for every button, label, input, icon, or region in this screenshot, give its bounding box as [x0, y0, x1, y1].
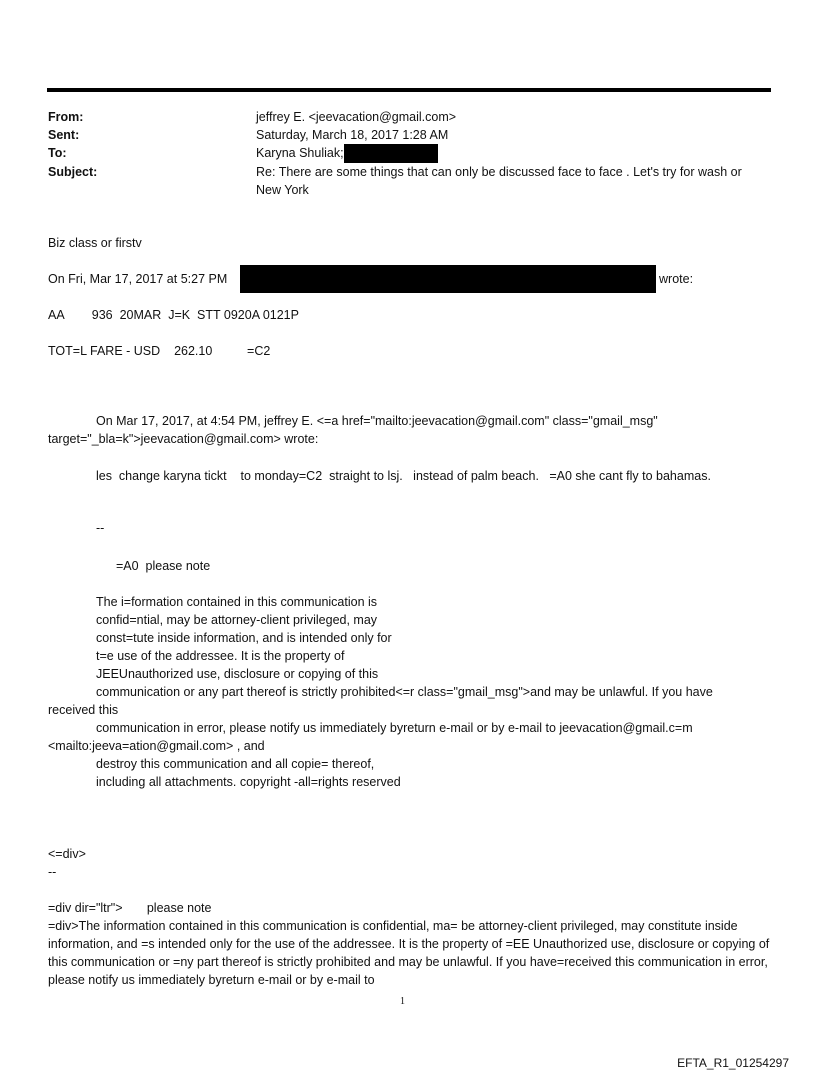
quote-instruction: les change karyna tickt to monday=C2 straight to lsj. instead of palm beach. =A0 she cant fly to bahamas. — [96, 469, 711, 483]
quote-dash: -- — [96, 521, 105, 535]
sent-label: Sent: — [48, 128, 80, 142]
conf-line-6b: received this — [48, 703, 119, 717]
div-ltr-line: =div dir="ltr"> please note — [48, 901, 212, 915]
conf-line-7: communication in error, please notify us immediately byreturn e-mail or by e-mail to jeevacation@gmail.c=m — [96, 721, 693, 735]
conf-line-8: destroy this communication and all copie= thereof, — [96, 757, 375, 771]
to-value: Karyna Shuliak; — [256, 146, 344, 160]
flight-line: AA 936 20MAR J=K STT 0920A 0121P — [48, 308, 299, 322]
header-rule — [47, 88, 771, 92]
conf-line-4: t=e use of the addressee. It is the property of — [96, 649, 345, 663]
conf-line-9: including all attachments. copyright -all=rights reserved — [96, 775, 401, 789]
to-label: To: — [48, 146, 67, 160]
conf-line-7b: <mailto:jeeva=ation@gmail.com> , and — [48, 739, 265, 753]
subject-value: Re: There are some things that can only be discussed face to face . Let's try for wash or New York — [256, 165, 742, 198]
redaction-box — [344, 144, 438, 163]
quote-note: =A0 please note — [116, 559, 211, 573]
conf-line-3: const=tute inside information, and is intended only for — [96, 631, 392, 645]
conf-line-2: confid=ntial, may be attorney-client privileged, may — [96, 613, 378, 627]
body-line-biz: Biz class or firstv — [48, 236, 142, 250]
on-fri-wrote: wrote: — [659, 272, 694, 286]
conf-line-5: JEEUnauthorized use, disclosure or copying of this — [96, 667, 379, 681]
body-line-on-fri — [48, 270, 227, 288]
div-close-line: <=div> — [48, 847, 86, 861]
redaction-box — [240, 265, 656, 293]
from-row — [48, 108, 768, 126]
to-row — [48, 144, 768, 163]
page-number: 1 — [400, 996, 405, 1007]
sent-value: Saturday, March 18, 2017 1:28 AM — [256, 128, 449, 142]
div-dash: -- — [48, 865, 57, 879]
conf-line-1: The i=formation contained in this communication is — [96, 595, 378, 609]
subject-row — [48, 163, 768, 199]
from-value: jeffrey E. <jeevacation@gmail.com> — [256, 110, 457, 124]
fare-line: TOT=L FARE - USD 262.10 =C2 — [48, 344, 271, 358]
from-label: From: — [48, 110, 84, 124]
email-header — [48, 108, 768, 199]
on-fri-text: On Fri, Mar 17, 2017 at 5:27 PM — [48, 272, 228, 286]
conf-line-6: communication or any part thereof is strictly prohibited<=r class="gmail_msg">and may be unlawful. If you have — [96, 685, 713, 699]
final-paragraph: =div>The information contained in this communication is confidential, ma= be attorney-client privileged, may constitute inside information, and =s intended only for the use of the addressee. It is the property of =EE Unauthorized use, disclosure or copying of this communication or =ny part thereof is strictly prohibited and may be unlawful. If you have=received this communication in error, please notify us immediately byreturn e-mail or by e-mail to — [48, 919, 770, 987]
quote-intro: On Mar 17, 2017, at 4:54 PM, jeffrey E. <=a href="mailto:jeevacation@gmail.com" class="gmail_msg" target="_bla=k">jeevacation@gmail.com> wrote: — [48, 414, 658, 446]
subject-label: Subject: — [48, 165, 98, 180]
document-id: EFTA_R1_01254297 — [677, 1056, 789, 1070]
sent-row — [48, 126, 768, 144]
